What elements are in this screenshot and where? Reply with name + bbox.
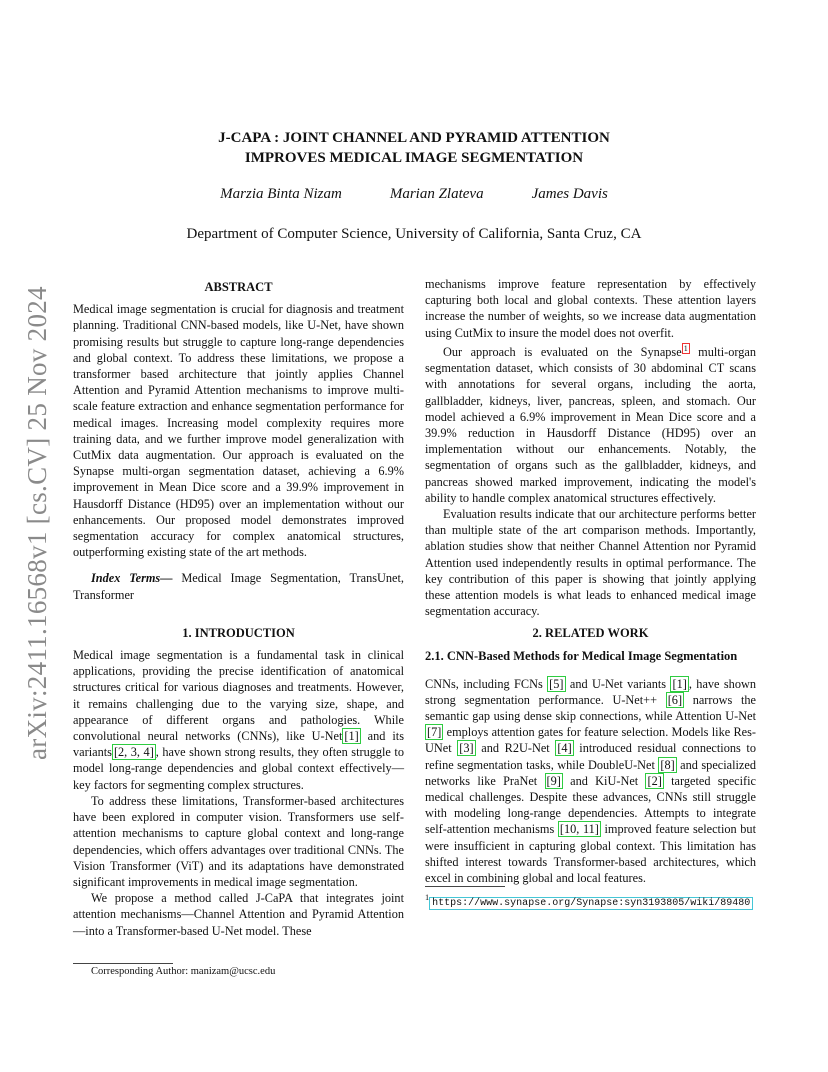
affiliation: Department of Computer Science, University of California, Santa Cruz, CA — [186, 226, 642, 242]
rel-text: CNNs, including FCNs — [425, 676, 548, 691]
footnote-rule-left — [73, 963, 173, 964]
related-work-paragraph — [425, 676, 756, 887]
author-3: James Davis — [531, 186, 608, 202]
rel-text: and R2U-Net — [475, 741, 556, 756]
title-line-1: J-CAPA : JOINT CHANNEL AND PYRAMID ATTENTION — [218, 130, 610, 146]
footnote-corresponding-author: Corresponding Author: manizam@ucsc.edu — [91, 966, 276, 977]
footnote-synapse — [425, 891, 756, 909]
rel-text: employs attention gates for feature selection. Models like Res-UNet — [425, 725, 756, 756]
right-column — [425, 276, 756, 910]
right-paragraph-1: mechanisms improve feature representation by effectively capturing both local and global contexts. These attention layers increase the number of weights, so we increase data augmentation using CutMix to insure the model does not overfit. — [425, 277, 756, 340]
rel-text: and specialized networks like PraNet — [425, 757, 757, 788]
citation-link[interactable]: [1] — [672, 676, 687, 691]
abstract-heading: ABSTRACT — [204, 280, 273, 294]
intro-paragraph-3: We propose a method called J-CaPA that integrates joint attention mechanisms—Channel Attention and Pyramid Attention—into a Transformer-based U-Net model. These — [73, 891, 404, 938]
citation-link[interactable]: [6] — [667, 692, 683, 707]
citation-link[interactable]: [3] — [459, 741, 474, 756]
right-paragraph-2 — [425, 341, 756, 506]
intro-paragraph-2: To address these limitations, Transformer-based architectures have been explored in computer vision. Transformers use self-attention mechanisms to capture global context and long-range dependencies, which offers advantages over traditional CNNs. The Vision Transformer (ViT) and its adaptations have demonstrated significant improvements in medical image segmentation. — [73, 793, 404, 889]
abstract-text: Medical image segmentation is crucial for diagnosis and treatment planning. Traditional CNN-based models, like U-Net, have shown promising results but struggle to capture long-range dependencies and global context. To address these limitations, we propose a transformer based architecture that jointly applies Channel Attention and Pyramid Attention mechanisms to improve multi-scale feature extraction and enhance segmentation performance for medical images. Increasing model complexity requires more training data, and we further improve model generalization with CutMix data augmentation. Our approach is evaluated on the Synapse multi-organ segmentation dataset, achieving a 6.9% improvement in Mean Dice score and a 39.9% improvement in Hausdorff Distance (HD95) over an implementation without our enhancements. Our proposed model demonstrates improved segmentation accuracy for complex anatomical structures, outperforming existing state of the art methods. — [73, 302, 404, 560]
citation-link[interactable]: [8] — [660, 757, 675, 772]
intro-p1-text-c: , have shown strong results, they often struggle to model long-range dependencies and global context effectively—key factors for segmenting complex structures. — [73, 745, 404, 792]
index-terms — [73, 570, 404, 602]
author-1: Marzia Binta Nizam — [220, 186, 342, 202]
citation-link[interactable]: [5] — [549, 676, 564, 691]
citation-link[interactable]: [2] — [647, 773, 662, 788]
title-line-2: IMPROVES MEDICAL IMAGE SEGMENTATION — [244, 150, 584, 166]
left-column — [73, 279, 404, 939]
citation-link[interactable]: [10, 11] — [559, 822, 599, 837]
intro-p1-text-b: and its variants — [73, 729, 404, 760]
arxiv-identifier: arXiv:2411.16568v1 [cs.CV] 25 Nov 2024 — [22, 286, 52, 760]
index-terms-label: Index Terms— — [91, 571, 173, 586]
intro-paragraph-1 — [73, 647, 404, 793]
rel-text: , have shown strong segmentation performance. U-Net++ — [425, 676, 757, 707]
footnote-marker[interactable]: 1 — [683, 343, 688, 353]
paper-title — [0, 128, 828, 168]
synapse-url-link[interactable]: https://www.synapse.org/Synapse:syn3193805/wiki/89480 — [429, 897, 753, 910]
right-p2-text-a: Our approach is evaluated on the Synapse — [443, 344, 682, 359]
citation-link[interactable]: [1] — [344, 729, 359, 744]
intro-heading: 1. INTRODUCTION — [182, 625, 295, 640]
author-2: Marian Zlateva — [389, 186, 484, 202]
rel-text: targeted specific medical challenges. Despite these advances, CNNs still struggle with modeling long-range dependencies. Attempts to integrate self-attention mechanisms — [425, 773, 756, 837]
rel-text: introduced residual connections to refine segmentation tasks, while DoubleU-Net — [425, 741, 756, 772]
related-work-subheading: 2.1. CNN-Based Methods for Medical Image Segmentation — [425, 648, 738, 663]
rel-text: improved feature selection but were insufficient in capturing global context. This limitation has shifted interest towards Transformer-based architectures, which excel in combining global and local features. — [425, 822, 756, 885]
footnote-number: 1 — [425, 893, 430, 903]
right-paragraph-3: Evaluation results indicate that our architecture performs better than multiple state of the art comparison methods. Importantly, ablation studies show that neither Channel Attention nor Pyramid Attention used independently results in optimal performance. The key contribution of this paper is showing that jointly applying these attention models is what leads to enhanced medical image segmentation accuracy. — [425, 506, 756, 619]
rel-text: and KiU-Net — [562, 773, 646, 788]
index-terms-text: Medical Image Segmentation, TransUnet, Transformer — [73, 571, 404, 602]
rel-text: narrows the semantic gap using dense skip connections, while Attention U-Net — [425, 692, 756, 723]
rel-text: and U-Net variants — [565, 676, 671, 691]
footnote-rule-right — [425, 886, 505, 887]
citation-link[interactable]: [9] — [546, 773, 561, 788]
citation-link[interactable]: [2, 3, 4] — [113, 745, 154, 760]
citation-link[interactable]: [7] — [427, 725, 442, 740]
citation-link[interactable]: [4] — [557, 741, 572, 756]
right-p2-text-b: multi-organ segmentation dataset, which consists of 30 abdominal CT scans with annotations for several organs, including the aorta, gallbladder, kidneys, liver, pancreas, spleen, and stomach. Our model achieved a 6.9% improvement in Mean Dice score and a 39.9% reduction in Hausdorff Distance (HD95) over an implementation without our enhancements. Notably, the segmentation of organs such as the gallbladder, kidneys, and pancreas showed marked improvement, indicating the model's ability to handle complex anatomical structures effectively. — [425, 344, 756, 505]
intro-p1-text-a: Medical image segmentation is a fundamental task in clinical applications, providing the precise identification of anatomical structures critical for various diagnoses and treatments. However, it remains challenging due to the varying size, shape, and appearance of different organs and pathologies. While convolutional neural networks (CNNs), like U-Net — [73, 648, 404, 744]
related-work-heading: 2. RELATED WORK — [532, 626, 649, 641]
author-list — [0, 186, 828, 203]
